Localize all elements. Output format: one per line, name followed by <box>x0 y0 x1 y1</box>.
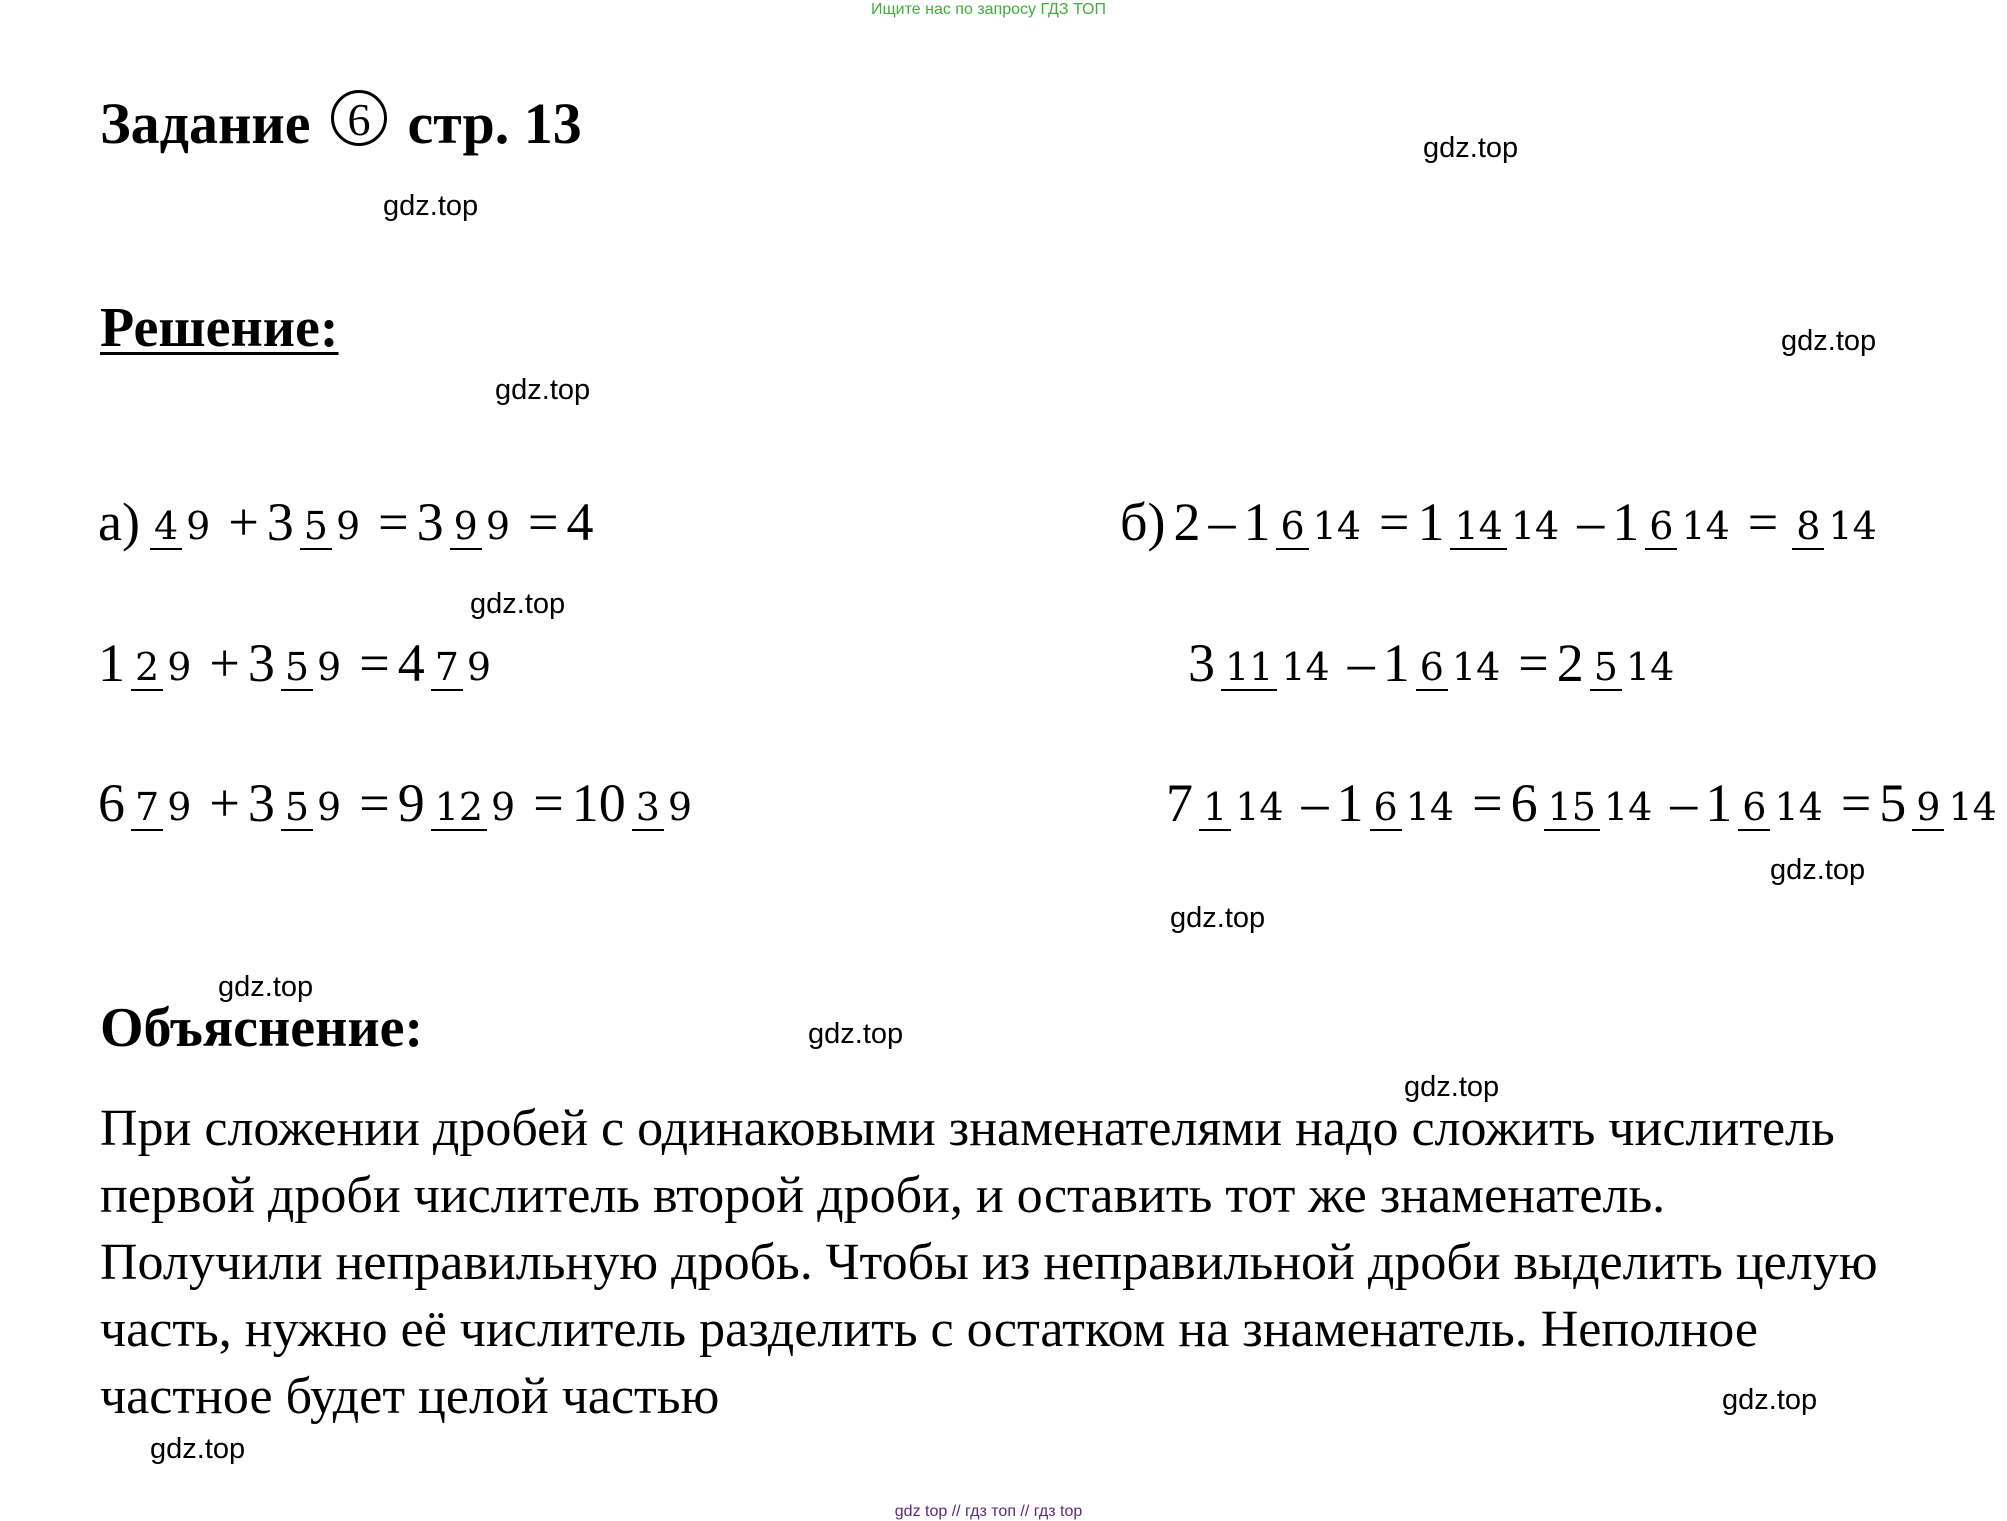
fraction <box>431 784 520 831</box>
watermark: gdz.top <box>1781 325 1877 357</box>
whole-number: 2 <box>1173 492 1201 552</box>
whole-number: 1 <box>98 633 125 693</box>
operator: = <box>359 773 390 833</box>
denominator: 9 <box>491 784 516 829</box>
part-b-line-2 <box>1188 608 1684 718</box>
operator: – <box>1577 492 1605 552</box>
numerator: 7 <box>431 647 463 691</box>
fraction <box>1544 784 1657 831</box>
watermark: gdz.top <box>808 1018 904 1050</box>
watermark: gdz.top <box>495 374 591 406</box>
numerator: 8 <box>1792 506 1824 550</box>
operator: + <box>209 773 240 833</box>
denominator: 14 <box>1312 503 1362 548</box>
operator: + <box>209 633 240 693</box>
denominator: 14 <box>1681 503 1730 548</box>
numerator: 14 <box>1450 506 1506 550</box>
numerator: 6 <box>1370 787 1402 831</box>
task-title <box>100 90 582 157</box>
denominator: 14 <box>1625 644 1675 689</box>
denominator: 14 <box>1451 644 1501 689</box>
denominator: 14 <box>1235 784 1284 829</box>
fraction <box>1912 784 2001 831</box>
denominator: 9 <box>167 644 192 689</box>
denominator: 9 <box>186 503 211 548</box>
fraction <box>1370 784 1459 831</box>
denominator: 9 <box>335 503 361 548</box>
numerator: 5 <box>1590 647 1622 691</box>
whole-number: 3 <box>266 492 294 552</box>
whole-number: 3 <box>247 773 275 833</box>
fraction <box>1276 503 1365 550</box>
equation-tokens <box>98 772 702 834</box>
numerator: 1 <box>1199 787 1231 831</box>
footer: gdz top // гдз топ // гдз top <box>894 1503 1083 1520</box>
watermark: gdz.top <box>470 588 566 620</box>
whole-number: 4 <box>397 633 425 693</box>
whole-number: 3 <box>247 633 275 693</box>
watermark: gdz.top <box>218 971 314 1003</box>
fraction <box>131 644 195 691</box>
fraction <box>1199 784 1288 831</box>
fraction <box>1645 503 1734 550</box>
part-b-label: б) <box>1120 492 1166 552</box>
fraction <box>281 644 345 691</box>
denominator: 14 <box>1281 644 1330 689</box>
fraction <box>1590 644 1679 691</box>
denominator: 9 <box>667 784 693 829</box>
operator: = <box>1518 633 1549 693</box>
whole-number: 2 <box>1556 633 1584 693</box>
whole-number: 5 <box>1879 773 1907 833</box>
whole-number: 1 <box>1417 492 1445 552</box>
watermark: gdz.top <box>1423 132 1519 164</box>
numerator: 5 <box>281 647 313 691</box>
numerator: 9 <box>1912 787 1944 831</box>
whole-number: 1 <box>1243 492 1271 552</box>
denominator: 14 <box>1510 503 1560 548</box>
task-prefix: Задание <box>100 91 311 156</box>
part-a-line-1 <box>98 467 593 577</box>
fraction <box>450 503 514 550</box>
operator: = <box>1747 492 1779 552</box>
operator: = <box>1379 492 1410 552</box>
operator: – <box>1347 633 1375 693</box>
part-b-line-1 <box>1120 467 1887 577</box>
denominator: 14 <box>1828 503 1877 548</box>
operator: – <box>1301 773 1329 833</box>
numerator: 6 <box>1645 506 1677 550</box>
denominator: 14 <box>1774 784 1823 829</box>
top-banner: Ищите нас по запросу ГДЗ ТОП <box>871 1 1106 18</box>
equation-tokens <box>1188 632 1684 694</box>
numerator: 7 <box>131 787 163 831</box>
whole-number: 9 <box>397 773 425 833</box>
fraction <box>431 644 495 691</box>
numerator: 5 <box>300 506 332 550</box>
whole-number: 1 <box>1705 773 1733 833</box>
numerator: 6 <box>1416 647 1448 691</box>
numerator: 2 <box>131 647 163 691</box>
operator: = <box>359 633 390 693</box>
denominator: 14 <box>1948 784 1997 829</box>
numerator: 11 <box>1221 647 1277 691</box>
fraction <box>632 784 696 831</box>
whole-number: 4 <box>566 492 594 552</box>
fraction <box>300 503 364 550</box>
part-a-line-3 <box>98 748 702 858</box>
watermark: gdz.top <box>1722 1384 1818 1416</box>
equation-tokens <box>1173 491 1886 553</box>
operator: + <box>228 492 259 552</box>
whole-number: 1 <box>1612 492 1640 552</box>
denominator: 9 <box>167 784 192 829</box>
whole-number: 7 <box>1166 773 1193 833</box>
denominator: 9 <box>485 503 511 548</box>
explanation-heading: Объяснение: <box>100 997 424 1059</box>
watermark: gdz.top <box>1170 902 1266 934</box>
whole-number: 6 <box>98 773 125 833</box>
fraction <box>150 503 214 550</box>
whole-number: 6 <box>1510 773 1538 833</box>
operator: – <box>1670 773 1698 833</box>
fraction <box>1738 784 1827 831</box>
denominator: 9 <box>466 644 492 689</box>
task-number-circle: 6 <box>331 90 387 146</box>
fraction <box>1450 503 1563 550</box>
equation-tokens <box>144 491 594 553</box>
whole-number: 3 <box>1188 633 1215 693</box>
numerator: 15 <box>1544 787 1600 831</box>
denominator: 14 <box>1405 784 1455 829</box>
watermark: gdz.top <box>383 190 479 222</box>
watermark: gdz.top <box>150 1433 246 1465</box>
numerator: 9 <box>450 506 482 550</box>
whole-number: 1 <box>1336 773 1364 833</box>
fraction <box>131 784 195 831</box>
watermark: gdz.top <box>1770 854 1866 886</box>
solution-heading: Решение: <box>100 297 339 359</box>
operator: = <box>1472 773 1503 833</box>
numerator: 12 <box>431 787 487 831</box>
explanation-text: При сложении дробей с одинаковыми знаменателями надо сложить числитель первой дроби числитель второй дроби, и оставить тот же знаменатель. Получили неправильную дробь. Чтобы из неправильной дроби выделить целую часть, нужно её числитель разделить с остатком на знаменатель. Неполное частное будет целой частью <box>100 1100 1878 1425</box>
operator: = <box>533 773 564 833</box>
equation-tokens <box>1166 772 2007 834</box>
operator: = <box>378 492 409 552</box>
task-page: стр. 13 <box>407 91 582 156</box>
numerator: 6 <box>1738 787 1770 831</box>
whole-number: 10 <box>571 773 626 833</box>
equation-tokens <box>98 632 501 694</box>
fraction <box>281 784 345 831</box>
denominator: 9 <box>317 784 342 829</box>
whole-number: 1 <box>1382 633 1410 693</box>
watermark: gdz.top <box>1404 1071 1500 1103</box>
operator: = <box>1840 773 1872 833</box>
fraction <box>1221 644 1334 691</box>
whole-number: 3 <box>416 492 444 552</box>
fraction <box>1416 644 1505 691</box>
numerator: 5 <box>281 787 313 831</box>
denominator: 9 <box>317 644 342 689</box>
operator: – <box>1208 492 1236 552</box>
part-b-line-3 <box>1166 748 2007 858</box>
numerator: 3 <box>632 787 664 831</box>
numerator: 4 <box>150 506 182 550</box>
fraction <box>1792 503 1881 550</box>
part-a-label: а) <box>98 492 140 552</box>
numerator: 6 <box>1276 506 1308 550</box>
operator: = <box>528 492 559 552</box>
part-a-line-2 <box>98 608 501 718</box>
denominator: 14 <box>1603 784 1653 829</box>
